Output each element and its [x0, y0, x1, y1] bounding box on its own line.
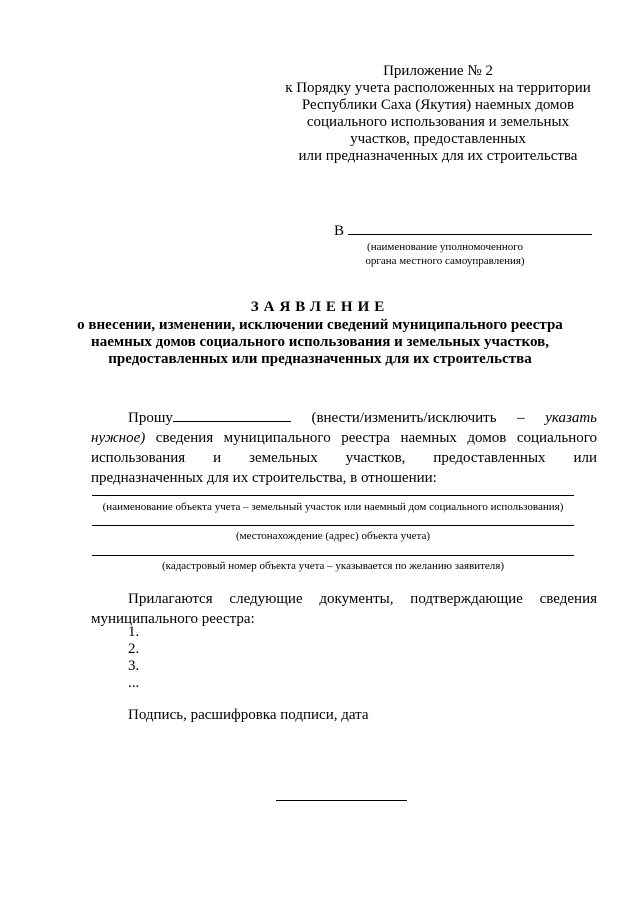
request-options: (внести/изменить/исключить – [311, 410, 525, 426]
appendix-line: Приложение № 2 [383, 63, 493, 79]
object-name-caption: (наименование объекта учета – земельный участок или наемный дом социального использования) [102, 501, 564, 513]
cadastral-number-field[interactable] [92, 555, 574, 556]
attachments-list [128, 624, 139, 692]
appendix-line: или предназначенных для их строительства [298, 148, 578, 164]
subtitle-line: предоставленных или предназначенных для их строительства [108, 351, 532, 367]
addressee-hint [340, 240, 550, 268]
addressee-hint-line: органа местного самоуправления) [365, 255, 525, 267]
appendix-line: Республики Саха (Якутия) наемных домов [301, 97, 575, 113]
addressee-prefix: В [334, 223, 345, 239]
subtitle-line: наемных домов социального использования и земельных участков, [91, 334, 549, 350]
appendix-header [280, 63, 596, 165]
addressee-blank[interactable] [348, 221, 592, 235]
list-item[interactable]: 2. [128, 641, 140, 657]
request-word: Прошу [128, 410, 173, 426]
request-paragraph [91, 408, 597, 488]
appendix-line: к Порядку учета расположенных на территории [285, 80, 591, 96]
object-address-field[interactable] [92, 525, 574, 526]
signature-line[interactable] [276, 800, 407, 801]
addressee-line [334, 221, 592, 240]
appendix-line: участков, предоставленных [350, 131, 526, 147]
object-address-caption: (местонахождение (адрес) объекта учета) [235, 530, 431, 542]
list-item[interactable]: ... [128, 675, 140, 691]
request-text: сведения муниципального реестра наемных домов социального [155, 430, 597, 446]
list-item[interactable]: 3. [128, 658, 140, 674]
para-line-2 [91, 428, 597, 448]
cadastral-number-caption: (кадастровый номер объекта учета – указывается по желанию заявителя) [161, 560, 505, 572]
attachments-line-1: Прилагаются следующие документы, подтверждающие сведения [128, 591, 597, 607]
appendix-line: социального использования и земельных [306, 114, 570, 130]
signature-label: Подпись, расшифровка подписи, дата [128, 707, 369, 723]
document-title: ЗАЯВЛЕНИЕ [250, 299, 390, 315]
object-name-field[interactable] [92, 495, 574, 496]
request-hint-cont: нужное) [91, 430, 146, 446]
para-line-1 [91, 408, 597, 428]
subtitle-line: о внесении, изменении, исключении сведений муниципального реестра [77, 317, 563, 333]
para-line-4: предназначенных для их строительства, в отношении: [91, 470, 437, 486]
list-item[interactable]: 1. [128, 624, 140, 640]
document-subtitle [70, 317, 570, 368]
attachments-paragraph [91, 589, 597, 629]
request-blank[interactable] [173, 408, 291, 422]
request-hint: указать [545, 410, 597, 426]
addressee-hint-line: (наименование уполномоченного [367, 241, 523, 253]
attachments-line-2: муниципального реестра: [91, 611, 255, 627]
para-line-3: использования и земельных участков, предоставленных или [91, 450, 597, 466]
